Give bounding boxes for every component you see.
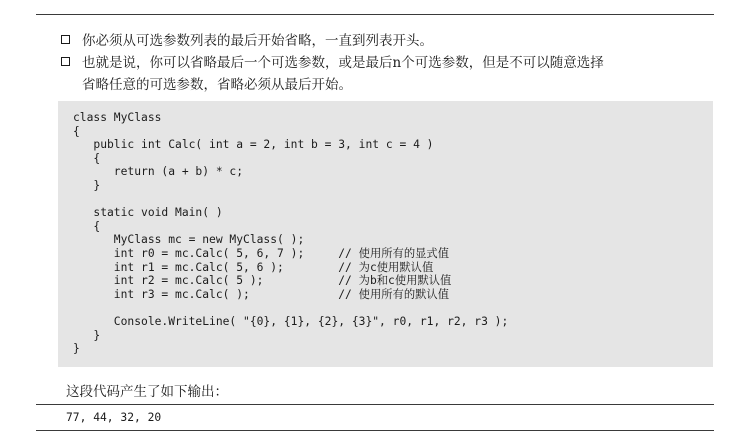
bullet-item (60, 30, 720, 52)
bullet-text: 也就是说，你可以省略最后一个可选参数，或是最后n个可选参数，但是不可以随意选择 (82, 55, 604, 71)
output-bottom-rule (36, 430, 714, 431)
checkbox-square-icon (61, 57, 70, 66)
output-caption: 这段代码产生了如下输出： (66, 384, 228, 400)
bullet-item (60, 52, 720, 96)
code-line: int r3 = mc.Calc( ); // 使用所有的默认值 (73, 287, 450, 301)
code-line: int r0 = mc.Calc( 5, 6, 7 ); // 使用所有的显式值 (73, 246, 450, 260)
output-top-rule (36, 404, 714, 405)
code-line: MyClass mc = new MyClass( ); (73, 233, 305, 247)
code-line: } (73, 328, 101, 342)
code-line: { (73, 124, 80, 138)
code-line: Console.WriteLine( "{0}, {1}, {2}, {3}", r0, r1, r2, r3 ); (73, 314, 509, 328)
code-line: public int Calc( int a = 2, int b = 3, int c = 4 ) (73, 138, 434, 152)
code-line: int r2 = mc.Calc( 5 ); // 为b和c使用默认值 (73, 274, 452, 288)
code-line: } (73, 342, 80, 356)
checkbox-square-icon (61, 35, 70, 44)
code-line: class MyClass (73, 111, 162, 124)
code-line: } (73, 178, 101, 192)
top-rule (36, 14, 714, 15)
bullet-text-continuation: 省略任意的可选参数，省略必须从最后开始。 (82, 77, 352, 93)
bullet-text: 你必须从可选参数列表的最后开始省略，一直到列表开头。 (82, 33, 433, 49)
code-line: static void Main( ) (73, 206, 223, 220)
code-line: { (73, 219, 101, 233)
code-line: { (73, 151, 101, 165)
code-line: return (a + b) * c; (73, 165, 244, 179)
code-line: int r1 = mc.Calc( 5, 6 ); // 为c使用默认值 (73, 260, 434, 274)
code-listing (58, 101, 713, 356)
program-output: 77, 44, 32, 20 (66, 411, 162, 424)
code-block (58, 101, 713, 367)
bullet-list (60, 30, 720, 96)
